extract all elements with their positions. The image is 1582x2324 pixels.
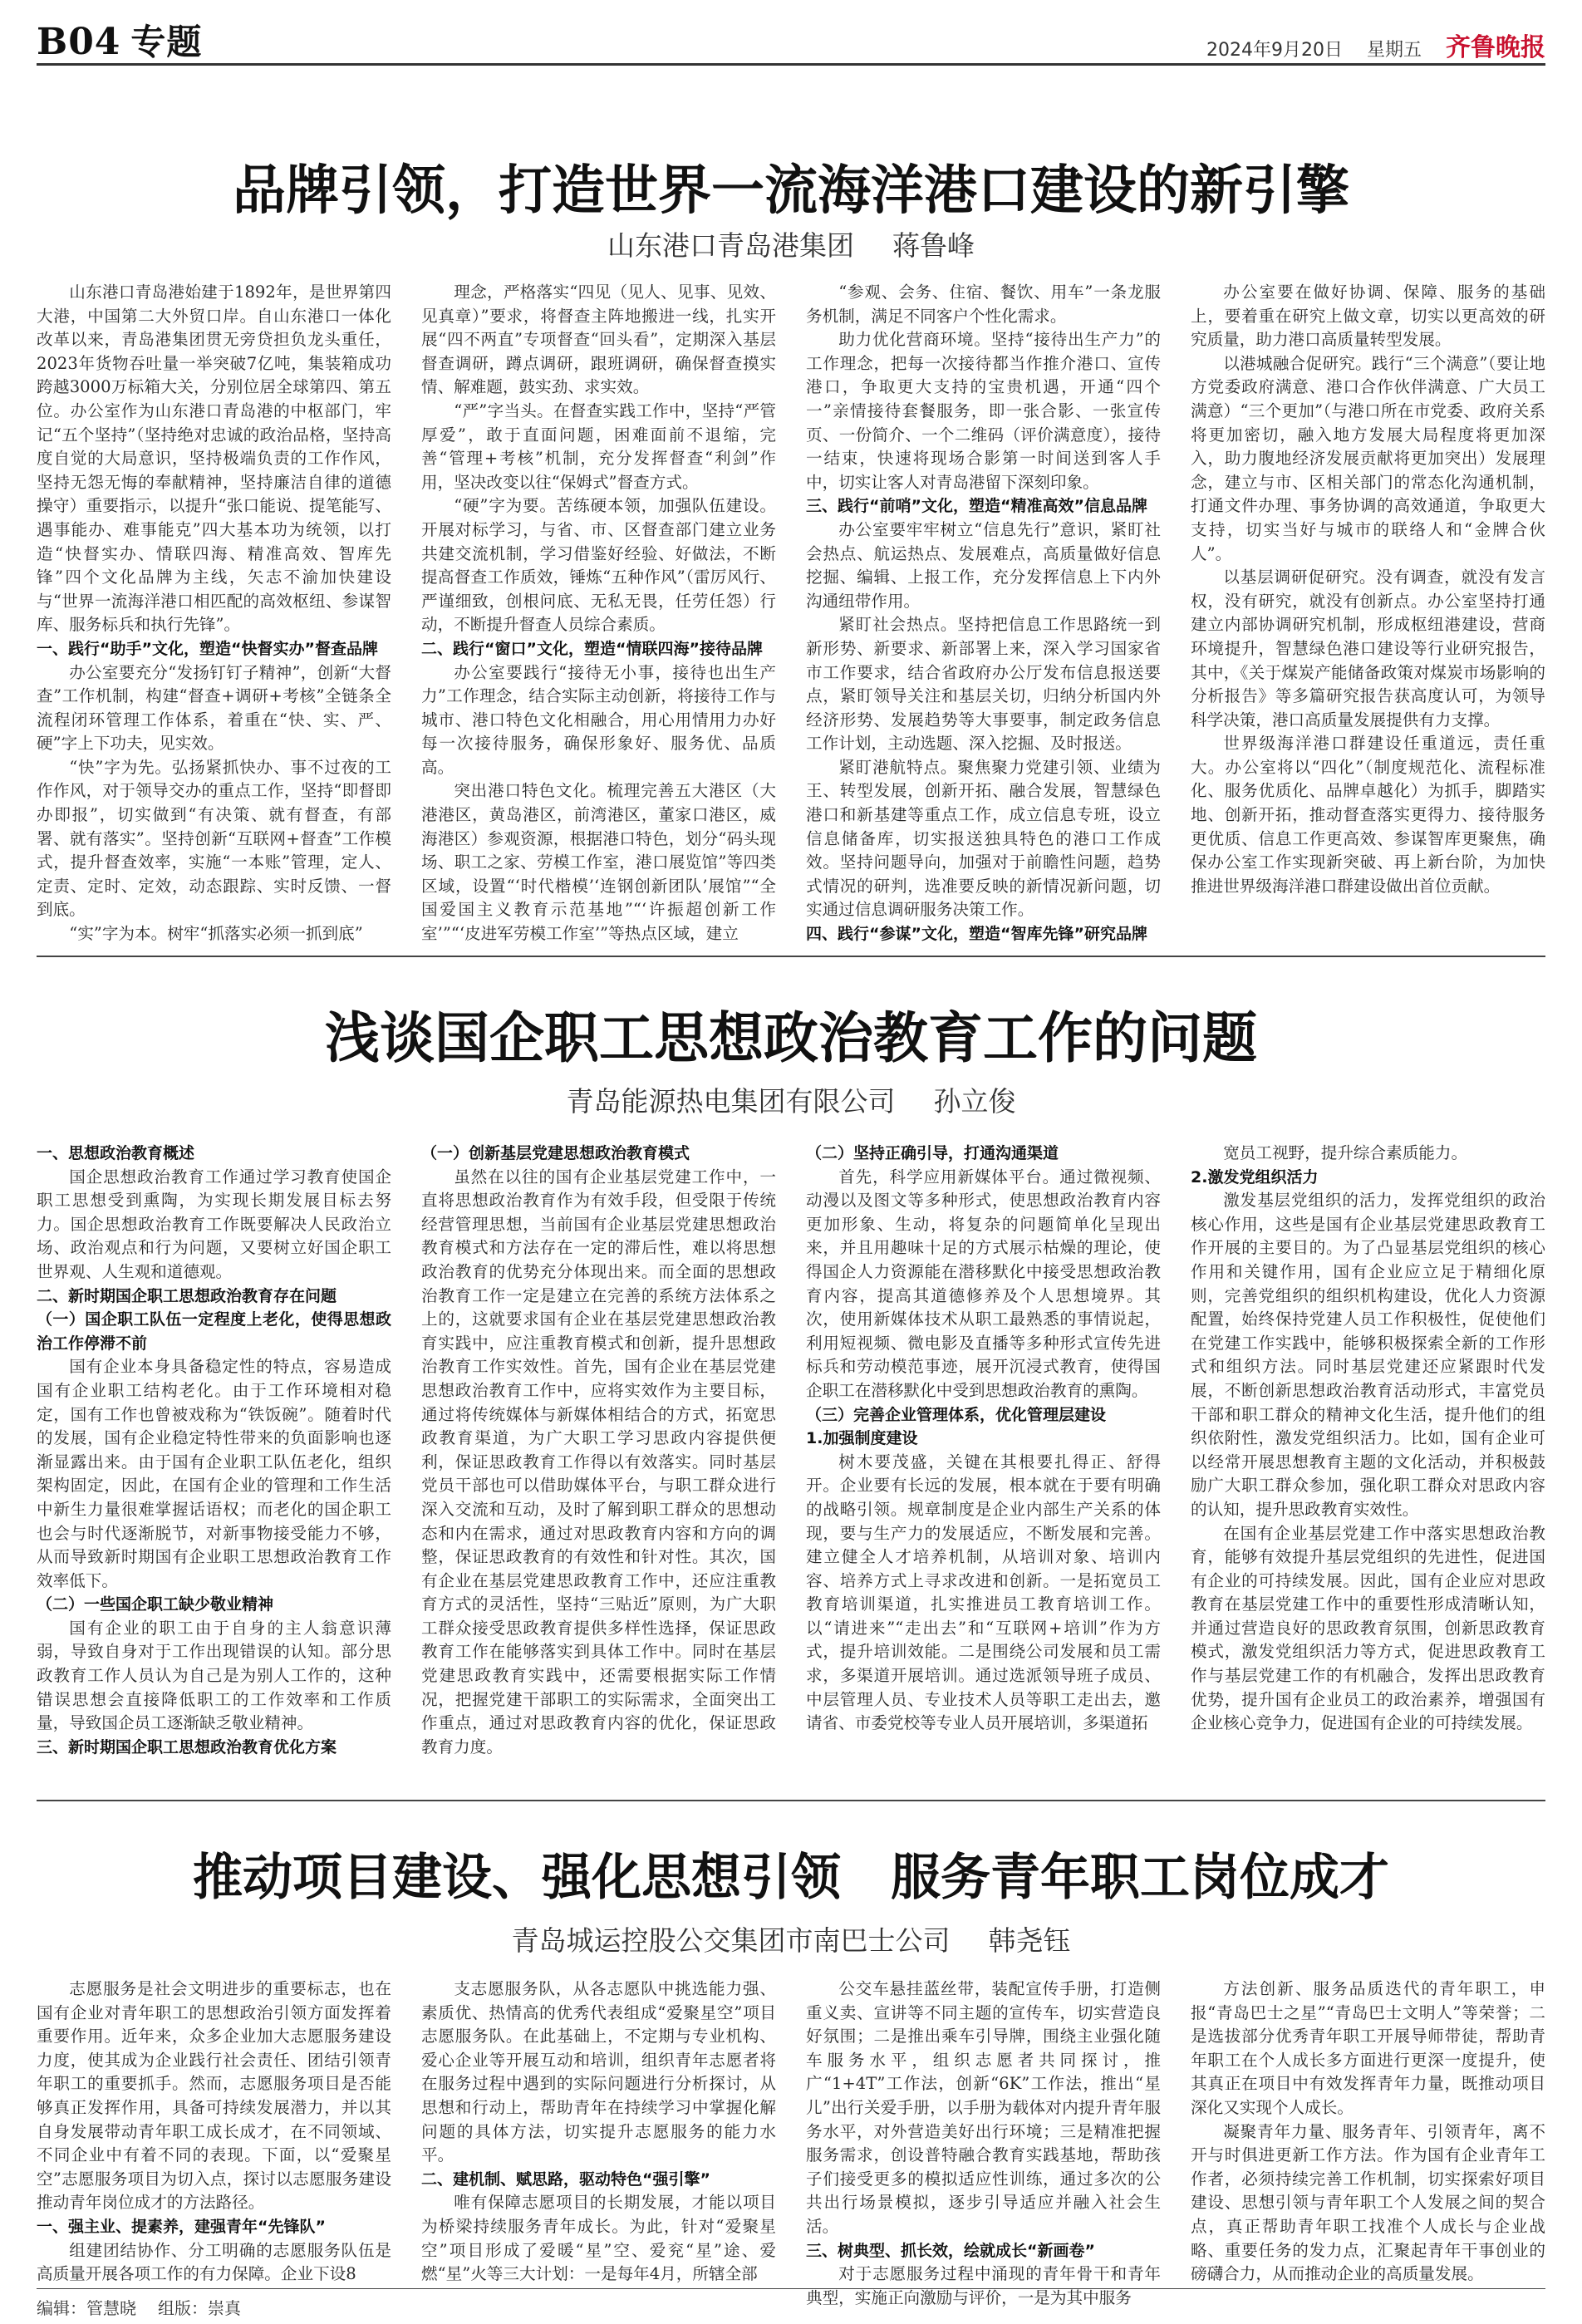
article3-col [806,1978,1161,2307]
subheading: （二）一些国企职工缺少敬业精神 [37,1595,274,1614]
subheading: 1.加强制度建设 [806,1429,918,1448]
footer-rule [37,2288,1545,2289]
paragraph: 突出港口特色文化。梳理完善五大港区（大港港区，黄岛港区，前湾港区，董家口港区，威海港区）参观资源，根据港口特色，划分“码头现场、职工之家、劳模工作室，港口展览馆”等四类区域，设置“‘时代楷模’‘连钢创新团队’展馆”“全国爱国主义教育示范基地”“‘许振超创新工作室’”“‘皮进军劳模工作室’”等热点区域，建立 [421,781,776,944]
paragraph: 组建团结协作、分工明确的志愿服务队伍是高质量开展各项工作的有力保障。企业下设8 [37,2240,391,2284]
paragraph: 支志愿服务队，从各志愿队中挑选能力强、素质优、热情高的优秀代表组成“爱聚星空”项目志愿服务队。在此基础上，不定期与专业机构、爱心企业等开展互动和培训，组织青年志愿者将在服务过程中遇到的实际问题进行分析探讨，从思想和行动上，帮助青年在持续学习中掌握化解问题的具体方法，切实提升志愿服务的能力水平。 [421,1979,776,2165]
article3-byline [37,1919,1545,1958]
article1-col [806,281,1161,946]
article2-org: 青岛能源热电集团有限公司 [566,1085,896,1118]
article2-title: 浅谈国企职工思想政治教育工作的问题 [325,1005,1257,1070]
paragraph: 国企思想政治教育工作通过学习教育使国企职工思想受到熏陶，为实现长期发展目标去努力。国企思想政治教育工作既要解决人民政治立场、政治观点和行为问题，又要树立好国企职工世界观、人生观和道德观。 [37,1167,391,1281]
paragraph: 虽然在以往的国有企业基层党建工作中，一直将思想政治教育作为有效手段，但受限于传统经营管理思想，当前国有企业基层党建思想政治教育模式和方法存在一定的滞后性，难以将思想政治教育的优势充分体现出来。而全面的思想政治教育工作一定是建立在完善的系统方法体系之上的，这就要求国有企业在基层党建思想政治教育实践中，应注重教育模式和创新，提升思想政治教育工作实效性。首先，国有企业在基层党建思想政治教育工作中，应将实效作为主要目标，通过将传统媒体与新媒体相结合的方式，拓宽思政教育渠道，为广大职工学习思政内容提供便利，保证思政教育工作得以有效落实。同时基层党员干部也可以借助媒体平台，与职工群众进行深入交流和互动，及时了解到职工群众的思想动态和内在需求，通过对思政教育内容和方向的调整，保证思政教育的有效性和针对性。其次，国有企业在基层党建思政教育工作中，还应注重教育方式的灵活性，坚持“三贴近”原则，为广大职工群众接受思政教育提供多样性选择，保证思政教育工作在能够落实到具体工作中。同时在基层党建思政教育实践中，还需要根据实际工作情况，把握党建干部职工的实际需求，全面突出工作重点，通过对思政教育内容的优化，保证思政教育力度。 [421,1167,776,1757]
paragraph: 对于志愿服务过程中涌现的青年骨干和青年典型，实施正向激励与评价，一是为其中服务 [806,2264,1161,2307]
paragraph: 理念，严格落实“四见（见人、见事、见效、见真章）”要求，将督查主阵地搬进一线，扎实开展“四不两直”专项督查“回头看”，定期深入基层督查调研，蹲点调研，跟班调研，确保督查摸实情、解难题，鼓实劲、求实效。 [421,283,776,397]
subheading: 二、建机制、赋思路，驱动特色“强引擎” [421,2169,710,2189]
article2-col [1191,1142,1545,1790]
masthead [37,15,1545,66]
subheading: 2.激发党组织活力 [1191,1167,1319,1187]
article3-title: 推动项目建设、强化思想引领 服务青年职工岗位成才 [193,1849,1389,1907]
paragraph: “实”字为本。树牢“抓落实必须一抓到底” [69,924,363,944]
section-name: 专题 [130,22,203,62]
article2-col [37,1142,391,1790]
paragraph: 办公室要在做好协调、保障、服务的基础上，要着重在研究上做文章，切实以更高效的研究质量，助力港口高质量转型发展。 [1191,283,1545,350]
subheading: 一、强主业、提素养，建强青年“先锋队” [37,2217,326,2236]
article3-org: 青岛城运控股公交集团市南巴士公司 [511,1924,951,1957]
subheading: 一、践行“助手”文化，塑造“快督实办”督查品牌 [37,639,378,658]
article2-col [806,1142,1161,1790]
issue-date: 2024年9月20日 [1206,40,1343,61]
subheading: （三）完善企业管理体系，优化管理层建设 [806,1405,1107,1424]
subheading: 三、践行“前哨”文化，塑造“精准高效”信息品牌 [806,497,1147,516]
article1-col [421,281,776,946]
paragraph: 志愿服务是社会文明进步的重要标志，也在国有企业对青年职工的思想政治引领方面发挥着重要作用。近年来，众多企业加大志愿服务建设力度，使其成为企业践行社会责任、团结引领青年职工的重要抓手。然而，志愿服务项目是否能够真正发挥作用，具备可持续发展潜力，并以其自身发展带动青年职工成长成才，在不同领域、不同企业中有着不同的表现。下面，以“爱聚星空”志愿服务项目为切入点，探讨以志愿服务建设推动青年岗位成才的方法路径。 [37,1979,391,2213]
paragraph: 公交车悬挂蓝丝带，装配宣传手册，打造侧重义卖、宣讲等不同主题的宣传车，切实营造良好氛围；二是推出乘车引导牌，围绕主业强化随车服务水平，组织志愿者共同探讨，推广“1+4T”工作法，创新“6K”工作法，推出“星儿”出行关爱手册，以手册为载体对内提升青年服务水平，对外营造美好出行环境；三是精准把握服务需求，创设普特融合教育实践基地，帮助孩子们接受更多的模拟适应性训练，通过多次的公共出行场景模拟，逐步引导适应并融入社会生活。 [806,1979,1161,2236]
article2-byline [37,1080,1545,1119]
paragraph: 办公室要牢牢树立“信息先行”意识，紧盯社会热点、航运热点、发展难点，高质量做好信息挖掘、编辑、上报工作，充分发挥信息上下内外沟通纽带作用。 [806,519,1161,611]
article3-author: 韩尧钰 [988,1924,1071,1957]
article2-col [421,1142,776,1790]
section-divider [37,956,1545,957]
paragraph: 紧盯港航特点。聚焦聚力党建引领、业绩为王、转型发展，创新开拓、融合发展，智慧绿色港口和新基建等重点工作，成立信息专班，设立信息储备库，切实报送独具特色的港口工作成效。坚持问题导向，加强对于前瞻性问题，趋势式情况的研判，选准要反映的新情况新问题，切实通过信息调研服务决策工作。 [806,757,1161,920]
subheading: 二、践行“窗口”文化，塑造“情联四海”接待品牌 [421,639,763,658]
paragraph: 宽员工视野，提升综合素质能力。 [1223,1143,1468,1162]
paragraph: “硬”字为要。苦练硬本领，加强队伍建设。开展对标学习，与省、市、区督查部门建立业务共建交流机制，学习借鉴好经验、好做法，不断提高督查工作质效，锤炼“五种作风”（雷厉风行、严谨细致，创根问底、无私无畏，任劳任怨）行动，不断提升督查人员综合素质。 [421,496,776,635]
paragraph: 首先，科学应用新媒体平台。通过微视频、动漫以及图文等多种形式，使思想政治教育内容更加形象、生动，将复杂的问题简单化呈现出来，并且用趣味十足的方式展示枯燥的理论，使得国企人力资源能在潜移默化中接受思想政治教育内容，提高其道德修养及个人思想境界。其次，使用新媒体技术从职工最熟悉的事情说起，利用短视频、微电影及直播等多种形式宣传先进标兵和劳动模范事迹，展开沉浸式教育，使得国企职工在潜移默化中受到思想政治教育的熏陶。 [806,1167,1161,1400]
article1-title: 品牌引领，打造世界一流海洋港口建设的新引擎 [233,160,1349,222]
subheading: （一）创新基层党建思想政治教育模式 [421,1144,690,1162]
subheading: 一、思想政治教育概述 [37,1144,195,1162]
article2-author: 孙立俊 [933,1085,1016,1118]
article3-body [37,1978,1545,2307]
paragraph: 唯有保障志愿项目的长期发展，才能以项目为桥梁持续服务青年成长。为此，针对“爱聚星空”项目形成了爱暖“星”空、爱兖“星”途、爱燃“星”火等三大计划：一是每年4月，所辖全部 [421,2193,776,2284]
subheading: 三、树典型、抓长效，绘就成长“新画卷” [806,2241,1095,2260]
article1-col [37,281,391,946]
newspaper-logo: 齐鲁晚报 [1446,33,1545,62]
paragraph: 激发基层党组织的活力，发挥党组织的政治核心作用，这些是国有企业基层党建思政教育工作开展的主要目的。为了凸显基层党组织的核心作用和关键作用，国有企业应立足于精细化原则，完善党组织的组织机构建设，优化人力资源配置，始终保持党建人员工作积极性，促使他们在党建工作实践中，能够积极探索全新的工作形式和组织方法。同时基层党建还应紧跟时代发展，不断创新思想政治教育活动形式，丰富党员干部和职工群众的精神文化生活，提升他们的组织依附性，激发党组织活力。比如，国有企业可以经常开展思想教育主题的文化活动，并积极鼓励广大职工群众参加，强化职工群众对思政内容的认知，提升思政教育实效性。 [1191,1191,1545,1519]
paragraph: 以港城融合促研究。践行“三个满意”（要让地方党委政府满意、港口合作伙伴满意、广大员工满意）“三个更加”（与港口所在市党委、政府关系将更加密切，融入地方发展大局程度将更加深入，助力腹地经济发展贡献将更加突出）发展理念，建立与市、区相关部门的常态化沟通机制，打通文件办理、事务协调的高效通道，争取更大支持，切实当好与城市的联络人和“金牌合伙人”。 [1191,353,1545,563]
article1-col [1191,281,1545,946]
paragraph: 在国有企业基层党建工作中落实思想政治教育，能够有效提升基层党组织的先进性，促进国有企业的可持续发展。因此，国有企业应对思政教育在基层党建工作中的重要性形成清晰认知，并通过营造良好的思政教育氛围，创新思政教育模式，激发党组织活力等方式，促进思政教育工作与基层党建工作的有机融合，发挥出思政教育优势，提升国有企业员工的政治素养，增强国有企业核心竞争力，促进国有企业的可持续发展。 [1191,1523,1545,1733]
article3-col [37,1978,391,2283]
paragraph: 国有企业的职工由于自身的主人翁意识薄弱，导致自身对于工作出现错误的认知。部分思政教育工作人员认为自己是为别人工作的，这种错误思想会直接降低职工的工作效率和工作质量，导致国企员工逐渐缺乏敬业精神。 [37,1618,391,1733]
subheading: 四、践行“参谋”文化，塑造“智库先锋”研究品牌 [806,925,1147,944]
page-footer [37,2295,1545,2319]
issue-meta [1188,27,1545,63]
subheading: 三、新时期国企职工思想政治教育优化方案 [37,1737,337,1757]
subheading: （二）坚持正确引导，打通沟通渠道 [806,1144,1059,1162]
article1-byline [37,224,1545,263]
paragraph: 方法创新、服务品质迭代的青年职工，申报“青岛巴士之星”“青岛巴士文明人”等荣誉；二是选拔部分优秀青年职工开展导师带徒，帮助青年职工在个人成长多方面进行更深一度提升，使其真正在项目中有效发挥青年力量，既推动项目深化又实现个人成长。 [1191,1979,1545,2117]
article1-org: 山东港口青岛港集团 [607,229,854,262]
paragraph: “快”字为先。弘扬紧抓快办、事不过夜的工作作风，对于领导交办的重点工作，坚持“即督即办即报”，切实做到“有决策、就有督查，有部署、就有落实”。坚持创新“互联网+督查”工作模式，提升督查效率，实施“一本账”管理，定人、定责、定时、定效，动态跟踪、实时反馈、一督到底。 [37,757,391,920]
paragraph: 办公室要充分“发扬钉钉子精神”，创新“大督查”工作机制，构建“督查+调研+考核”全链条全流程闭环管理工作体系，着重在“快、实、严、硬”字上下功夫，见实效。 [37,662,391,754]
paragraph: 国有企业本身具备稳定性的特点，容易造成国有企业职工结构老化。由于工作环境相对稳定，国有工作也曾被戏称为“铁饭碗”。随着时代的发展，国有企业稳定特性带来的负面影响也逐渐显露出来。由于国有企业职工队伍老化，组织架构固定，因此，在国有企业的管理和工作生活中新生力量很难掌握话语权；而老化的国企职工也会与时代逐渐脱节，对新事物接受能力不够，从而导致新时期国有企业职工思想政治教育工作效率低下。 [37,1357,391,1590]
article1-author: 蒋鲁峰 [892,229,975,262]
subheading: 二、新时期国企职工思想政治教育存在问题 [37,1286,337,1305]
issue-weekday: 星期五 [1366,40,1422,61]
paragraph: 办公室要践行“接待无小事，接待也出生产力”工作理念，结合实际主动创新，将接待工作与城市、港口特色文化相融合，用心用情用力办好每一次接待服务，确保形象好、服务优、品质高。 [421,662,776,777]
editor-credit: 编辑：管慧晓 [37,2298,136,2318]
paragraph: 紧盯社会热点。坚持把信息工作思路统一到新形势、新要求、新部署上来，深入学习国家省市工作要求，结合省政府办公厅发布信息报送要点，紧盯领导关注和基层关切，归纳分析国内外经济形势、发展趋势等大事要事，制定政务信息工作计划，主动选题、深入挖掘、及时报送。 [806,615,1161,754]
article3-col [1191,1978,1545,2283]
paragraph: “参观、会务、住宿、餐饮、用车”一条龙服务机制，满足不同客户个性化需求。 [806,283,1161,326]
page-code: B04 [37,21,121,63]
designer-credit: 组版：崇真 [158,2298,241,2318]
subheading: （一）国企职工队伍一定程度上老化，使得思想政治工作停滞不前 [37,1310,391,1353]
paragraph: 以基层调研促研究。没有调查，就没有发言权，没有研究，就没有创新点。办公室坚持打通建立内部协调研究机制，形成枢纽港建设，营商环境提升，智慧绿色港口建设等行业研究报告，其中，《关于煤炭产能储备政策对煤炭市场影响的分析报告》等多篇研究报告获高度认可，为领导科学决策，港口高质量发展提供有力支撑。 [1191,567,1545,730]
paragraph: 助力优化营商环境。坚持“接待出生产力”的工作理念，把每一次接待都当作推介港口、宣传港口，争取更大支持的宝贵机遇，开通“四个一”亲情接待套餐服务，即一张合影、一张宣传页、一份简介、一个二维码（评价满意度），接待一结束，快速将现场合影第一时间送到客人手中，切实让客人对青岛港留下深刻印象。 [806,330,1161,492]
paragraph: 凝聚青年力量、服务青年、引领青年，离不开与时俱进更新工作方法。作为国有企业青年工作者，必须持续完善工作机制，切实探索好项目建设、思想引领与青年职工个人发展之间的契合点，真正帮助青年职工找准个人成长与企业战略、重要任务的发力点，汇聚起青年干事创业的磅礴合力，从而推动企业的高质量发展。 [1191,2121,1545,2284]
article2-body [37,1142,1545,1790]
article1-body [37,281,1545,946]
section-divider [37,1800,1545,1801]
paragraph: 山东港口青岛港始建于1892年，是世界第四大港，中国第二大外贸口岸。自山东港口一体化改革以来，青岛港集团贯无旁贷担负龙头重任，2023年货物吞吐量一举突破7亿吨，集装箱成功跨越3000万标箱大关，分别位居全球第四、第五位。办公室作为山东港口青岛港的中枢部门，牢记“五个坚持”（坚持绝对忠诚的政治品格，坚持高度自觉的大局意识，坚持极端负责的工作作风，坚持无怨无悔的奉献精神，坚持廉洁自律的道德操守）重要指示，以提升“张口能说、提笔能写、遇事能办、难事能克”四大基本功为统领，以打造“快督实办、情联四海、精准高效、智库先锋”四个文化品牌为主线，矢志不渝加快建设与“世界一流海洋港口相匹配的高效枢纽、参谋智库、服务标兵和执行先锋”。 [37,283,391,635]
paragraph: 世界级海洋港口群建设任重道远，责任重大。办公室将以“四化”（制度规范化、流程标准化、服务优质化、品牌卓越化）为抓手，脚踏实地、创新开拓，推动督查落实更得力、接待服务更优质、信息工作更高效、参谋智库更聚焦，确保办公室工作实现新突破、再上新台阶，为加快推进世界级海洋港口群建设做出首位贡献。 [1191,734,1545,896]
article3-col [421,1978,776,2283]
page-number [37,15,202,65]
paragraph: “严”字当头。在督查实践工作中，坚持“严管厚爱”，敢于直面问题，困难面前不退缩，完善“管理+考核”机制，充分发挥督查“利剑”作用，坚决改变以往“保姆式”督查方式。 [421,400,776,492]
paragraph: 树木要茂盛，关键在其根要扎得正、舒得开。企业要有长远的发展，根本就在于要有明确的战略引领。规章制度是企业内部生产关系的体现，要与生产力的发展适应，不断发展和完善。建立健全人才培养机制，从培训对象、培训内容、培养方式上寻求改进和创新。一是拓宽员工教育培训渠道，扎实推进员工教育培训工作。以“请进来”“走出去”和“互联网+培训”作为方式，提升培训效能。二是围绕公司发展和员工需求，多渠道开展培训。通过选派领导班子成员、中层管理人员、专业技术人员等职工走出去，邀请省、市委党校等专业人员开展培训，多渠道拓 [806,1452,1161,1733]
